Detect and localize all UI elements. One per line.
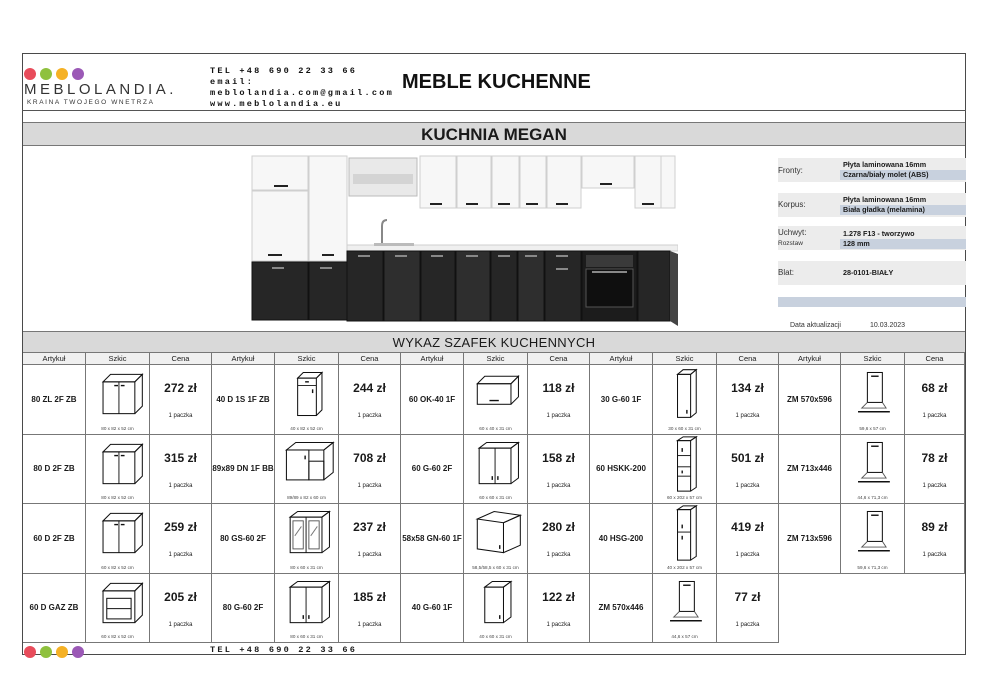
sketch-cell bbox=[653, 365, 717, 435]
contact-email-label: email: bbox=[210, 77, 255, 87]
footer-dot-1 bbox=[24, 646, 36, 658]
sketch-dimensions: 80 x 82 x 52 cm bbox=[101, 495, 134, 500]
price-value: 237 zł bbox=[353, 520, 386, 534]
column-header-art: Artykuł bbox=[212, 353, 275, 365]
price-value: 280 zł bbox=[542, 520, 575, 534]
sketch-cell bbox=[86, 435, 150, 505]
article-name: 58x58 GN-60 1F bbox=[401, 504, 464, 574]
price-cell bbox=[150, 504, 212, 574]
spec-korpus-label: Korpus: bbox=[778, 200, 806, 209]
article-name: 60 HSKK-200 bbox=[590, 435, 653, 505]
update-label: Data aktualizacji bbox=[790, 322, 841, 329]
price-cell bbox=[717, 365, 779, 435]
sketch-dimensions: 60 x 60 x 31 cm bbox=[479, 495, 512, 500]
sketch-cell bbox=[841, 504, 905, 574]
price-value: 259 zł bbox=[164, 520, 197, 534]
price-value: 89 zł bbox=[921, 520, 948, 534]
sketch-dimensions: 30 x 60 x 31 cm bbox=[668, 425, 701, 431]
brand-logo-text: MEBLOLANDIA. bbox=[24, 81, 177, 98]
sketch-cell bbox=[653, 435, 717, 505]
article-name: 60 D GAZ ZB bbox=[23, 574, 86, 644]
package-count: 1 paczka bbox=[546, 482, 571, 489]
price-cell bbox=[528, 574, 590, 644]
brand-dot-2 bbox=[40, 68, 52, 80]
sketch-dimensions: 60 x 202 x 57 cm bbox=[667, 495, 702, 500]
price-value: 244 zł bbox=[353, 381, 386, 395]
price-value: 315 zł bbox=[164, 450, 197, 465]
package-count: 1 paczka bbox=[357, 552, 382, 558]
article-name: ZM 570x446 bbox=[590, 574, 653, 644]
sketch-cell bbox=[464, 365, 528, 435]
sketch-dimensions: 40 x 82 x 52 cm bbox=[290, 425, 323, 431]
brand-dot-1 bbox=[24, 68, 36, 80]
package-count: 1 paczka bbox=[735, 621, 760, 628]
article-name: 80 ZL 2F ZB bbox=[23, 365, 86, 435]
header-divider bbox=[22, 110, 966, 111]
package-count: 1 paczka bbox=[168, 482, 193, 489]
price-cell bbox=[339, 574, 401, 644]
price-value: 205 zł bbox=[164, 589, 197, 604]
price-cell bbox=[905, 365, 965, 435]
sketch-dimensions: 80 x 60 x 31 cm bbox=[290, 634, 323, 639]
kitchen-title: KUCHNIA MEGAN bbox=[23, 122, 965, 146]
article-name: ZM 713x596 bbox=[779, 504, 841, 574]
price-value: 122 zł bbox=[542, 589, 575, 604]
sketch-cell bbox=[841, 435, 905, 505]
sketch-dimensions: 60 x 82 x 52 cm bbox=[101, 564, 134, 570]
column-header-sketch: Szkic bbox=[841, 353, 905, 365]
package-count: 1 paczka bbox=[168, 552, 193, 558]
article-name: ZM 713x446 bbox=[779, 435, 841, 505]
price-value: 501 zł bbox=[731, 450, 764, 465]
footer-dot-4 bbox=[72, 646, 84, 658]
price-cell bbox=[150, 574, 212, 644]
brand-dots bbox=[24, 68, 84, 80]
article-name: 89x89 DN 1F BB bbox=[212, 435, 275, 505]
price-value: 419 zł bbox=[731, 520, 764, 534]
column-header-price: Cena bbox=[717, 353, 779, 365]
package-count: 1 paczka bbox=[922, 482, 947, 489]
price-cell bbox=[905, 435, 965, 505]
contact-web[interactable]: www.meblolandia.eu bbox=[210, 99, 343, 109]
column-header-sketch: Szkic bbox=[464, 353, 528, 365]
price-value: 77 zł bbox=[734, 589, 761, 604]
footer-dot-2 bbox=[40, 646, 52, 658]
column-header-sketch: Szkic bbox=[275, 353, 339, 365]
footer-tel: TEL +48 690 22 33 66 bbox=[210, 645, 358, 655]
package-count: 1 paczka bbox=[168, 621, 193, 628]
brand-dot-4 bbox=[72, 68, 84, 80]
sketch-cell bbox=[86, 365, 150, 435]
package-count: 1 paczka bbox=[546, 621, 571, 628]
article-name: 80 D 2F ZB bbox=[23, 435, 86, 505]
price-cell bbox=[150, 365, 212, 435]
footer-dot-3 bbox=[56, 646, 68, 658]
article-name: 80 G-60 2F bbox=[212, 574, 275, 644]
article-name: ZM 570x596 bbox=[779, 365, 841, 435]
article-name: 80 GS-60 2F bbox=[212, 504, 275, 574]
price-cell bbox=[717, 504, 779, 574]
price-value: 134 zł bbox=[731, 381, 764, 395]
column-header-art: Artykuł bbox=[590, 353, 653, 365]
spec-blat-value: 28-0101-BIAŁY bbox=[843, 268, 894, 277]
price-cell bbox=[528, 365, 590, 435]
document-title: MEBLE KUCHENNE bbox=[402, 71, 591, 93]
price-value: 68 zł bbox=[921, 381, 948, 395]
column-header-price: Cena bbox=[905, 353, 965, 365]
price-value: 272 zł bbox=[164, 381, 197, 395]
sketch-dimensions: 89/89 x 82 x 60 cm bbox=[287, 495, 326, 500]
package-count: 1 paczka bbox=[922, 413, 947, 419]
sketch-cell bbox=[86, 504, 150, 574]
column-header-price: Cena bbox=[339, 353, 401, 365]
sketch-cell bbox=[653, 574, 717, 644]
sketch-dimensions: 80 x 82 x 52 cm bbox=[101, 425, 134, 431]
sketch-dimensions: 59,6 x 71,3 cm bbox=[857, 564, 888, 570]
price-cell bbox=[528, 504, 590, 574]
sketch-cell bbox=[275, 435, 339, 505]
package-count: 1 paczka bbox=[357, 413, 382, 419]
column-header-price: Cena bbox=[528, 353, 590, 365]
sketch-dimensions: 80 x 60 x 31 cm bbox=[290, 564, 323, 570]
price-value: 118 zł bbox=[542, 381, 575, 395]
footer-brand-dots bbox=[24, 646, 84, 658]
price-value: 158 zł bbox=[542, 450, 575, 465]
sketch-dimensions: 44,6 x 57 cm bbox=[671, 634, 698, 639]
spec-korpus-value-2: Biała gładka (melamina) bbox=[840, 205, 966, 215]
article-name: 60 D 2F ZB bbox=[23, 504, 86, 574]
spec-rozstaw-value: 128 mm bbox=[840, 239, 966, 249]
sketch-dimensions: 40 x 60 x 31 cm bbox=[479, 634, 512, 639]
brand-tagline: KRAINA TWOJEGO WNETRZA bbox=[27, 99, 155, 106]
sketch-cell bbox=[275, 504, 339, 574]
price-cell bbox=[150, 435, 212, 505]
price-cell bbox=[339, 365, 401, 435]
price-cell bbox=[528, 435, 590, 505]
spec-uchwyt-label: Uchwyt: bbox=[778, 228, 807, 237]
article-name: 40 D 1S 1F ZB bbox=[212, 365, 275, 435]
price-cell bbox=[717, 574, 779, 644]
kitchen-illustration bbox=[250, 154, 678, 326]
column-header-sketch: Szkic bbox=[653, 353, 717, 365]
price-cell bbox=[339, 435, 401, 505]
sketch-cell bbox=[275, 574, 339, 644]
package-count: 1 paczka bbox=[922, 552, 947, 558]
price-cell bbox=[339, 504, 401, 574]
package-count: 1 paczka bbox=[168, 413, 193, 419]
package-count: 1 paczka bbox=[735, 413, 760, 419]
article-name: 60 G-60 2F bbox=[401, 435, 464, 505]
column-header-price: Cena bbox=[150, 353, 212, 365]
sketch-cell bbox=[653, 504, 717, 574]
package-count: 1 paczka bbox=[546, 413, 571, 419]
spec-empty-bar bbox=[778, 297, 966, 307]
spec-fronty-value-2: Czarna/biały molet (ABS) bbox=[840, 170, 966, 180]
sketch-cell bbox=[275, 365, 339, 435]
spec-rozstaw-label: Rozstaw bbox=[778, 240, 803, 247]
article-name: 30 G-60 1F bbox=[590, 365, 653, 435]
sketch-dimensions: 44,6 x 71,3 cm bbox=[857, 495, 888, 500]
cabinet-table bbox=[23, 353, 965, 654]
price-cell bbox=[717, 435, 779, 505]
article-name: 40 HSG-200 bbox=[590, 504, 653, 574]
column-header-art: Artykuł bbox=[779, 353, 841, 365]
update-date: 10.03.2023 bbox=[870, 322, 906, 329]
sketch-cell bbox=[464, 574, 528, 644]
contact-email[interactable]: meblolandia.com@gmail.com bbox=[210, 88, 394, 98]
contact-block bbox=[210, 66, 394, 110]
package-count: 1 paczka bbox=[357, 621, 382, 628]
price-value: 78 zł bbox=[921, 450, 948, 465]
sketch-dimensions: 60 x 40 x 31 cm bbox=[479, 425, 512, 431]
sketch-cell bbox=[86, 574, 150, 644]
spec-fronty-value-1: Płyta laminowana 16mm bbox=[843, 160, 927, 169]
cabinet-list-title: WYKAZ SZAFEK KUCHENNYCH bbox=[23, 331, 965, 353]
spec-blat-label: Blat: bbox=[778, 268, 795, 277]
spec-fronty-label: Fronty: bbox=[778, 166, 803, 175]
sketch-cell bbox=[841, 365, 905, 435]
article-name: 60 OK-40 1F bbox=[401, 365, 464, 435]
package-count: 1 paczka bbox=[546, 552, 571, 558]
article-name: 40 G-60 1F bbox=[401, 574, 464, 644]
spec-korpus-value-1: Płyta laminowana 16mm bbox=[843, 195, 927, 204]
sketch-dimensions: 59,6 x 57 cm bbox=[859, 425, 886, 431]
sketch-dimensions: 58,5/58,5 x 60 x 31 cm bbox=[472, 564, 519, 570]
spec-uchwyt-value: 1.278 F13 - tworzywo bbox=[843, 229, 915, 238]
brand-dot-3 bbox=[56, 68, 68, 80]
sketch-cell bbox=[464, 435, 528, 505]
price-value: 708 zł bbox=[353, 450, 386, 465]
sketch-dimensions: 40 x 202 x 57 cm bbox=[667, 564, 702, 570]
column-header-sketch: Szkic bbox=[86, 353, 150, 365]
sketch-dimensions: 60 x 82 x 52 cm bbox=[101, 634, 134, 639]
package-count: 1 paczka bbox=[735, 552, 760, 558]
sketch-cell bbox=[464, 504, 528, 574]
column-header-art: Artykuł bbox=[401, 353, 464, 365]
package-count: 1 paczka bbox=[735, 482, 760, 489]
package-count: 1 paczka bbox=[357, 482, 382, 489]
contact-tel: TEL +48 690 22 33 66 bbox=[210, 66, 358, 76]
column-header-art: Artykuł bbox=[23, 353, 86, 365]
price-value: 185 zł bbox=[353, 589, 386, 604]
price-cell bbox=[905, 504, 965, 574]
